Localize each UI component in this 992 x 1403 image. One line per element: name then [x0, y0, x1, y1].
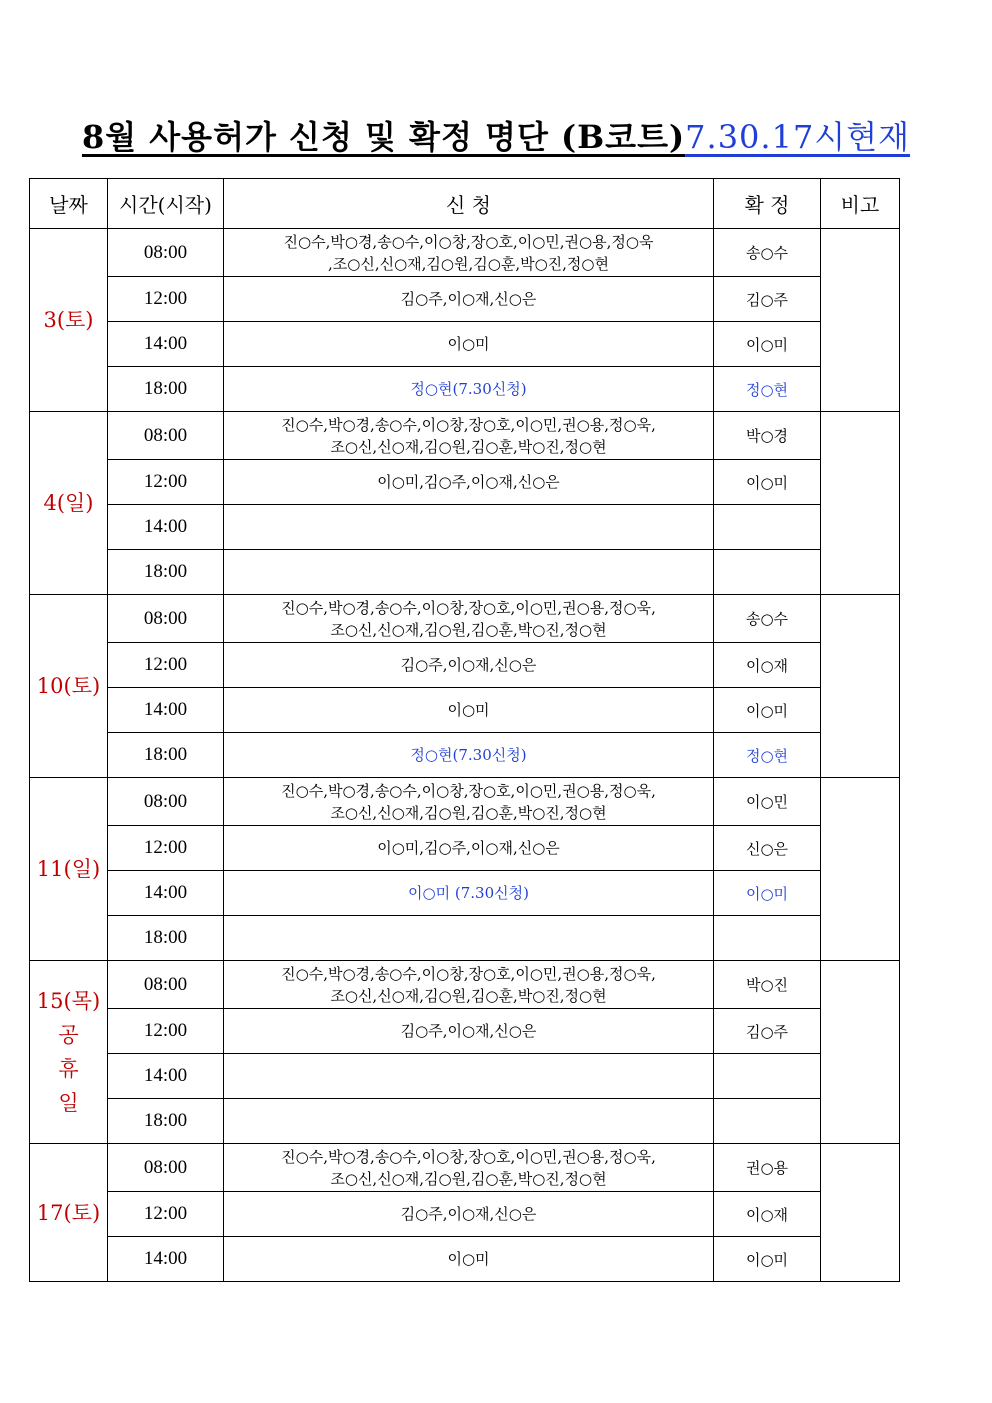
- header-confirm: 확 정: [714, 179, 821, 229]
- note-cell: [821, 229, 900, 412]
- table-row: [30, 1192, 900, 1237]
- table-row: [30, 505, 900, 550]
- confirm-cell: 이○미: [714, 322, 821, 367]
- table-row: [30, 367, 900, 412]
- apply-cell: [224, 871, 714, 916]
- date-label: 10(토): [36, 674, 101, 698]
- table-row: [30, 643, 900, 688]
- title-main: 8월 사용허가 신청 및 확정 명단 (B코트): [81, 118, 686, 156]
- apply-line: 김○주,이○재,신○은: [400, 290, 537, 308]
- time-cell: 12:00: [108, 1192, 224, 1237]
- confirm-cell: 이○미: [714, 688, 821, 733]
- time-cell: 08:00: [108, 1144, 224, 1192]
- apply-line: 진○수,박○경,송○수,이○창,장○호,이○민,권○용,정○욱,: [281, 1147, 656, 1166]
- apply-line: 진○수,박○경,송○수,이○창,장○호,이○민,권○용,정○욱,: [281, 964, 656, 983]
- table-row: [30, 595, 900, 643]
- apply-line: 정○현(7.30신청): [410, 380, 527, 398]
- time-cell: 14:00: [108, 1237, 224, 1282]
- time-cell: 08:00: [108, 229, 224, 277]
- apply-cell: [224, 1054, 714, 1099]
- apply-cell: [224, 733, 714, 778]
- confirm-cell: 이○재: [714, 1192, 821, 1237]
- header-note: 비고: [821, 179, 900, 229]
- confirm-cell: 박○경: [714, 412, 821, 460]
- note-cell: [821, 595, 900, 778]
- apply-cell: [224, 1192, 714, 1237]
- apply-cell: [224, 550, 714, 595]
- confirm-cell: 김○주: [714, 277, 821, 322]
- confirm-cell: 정○현: [714, 733, 821, 778]
- date-label: 4(일): [43, 491, 94, 515]
- apply-line: 이○미,김○주,이○재,신○은: [377, 473, 560, 491]
- apply-line: 조○신,신○재,김○원,김○훈,박○진,정○현: [330, 1169, 607, 1188]
- confirm-cell: 이○미: [714, 871, 821, 916]
- time-cell: 08:00: [108, 595, 224, 643]
- table-row: [30, 322, 900, 367]
- date-label: 17(토): [36, 1200, 101, 1225]
- title-date-note: 7.30.17시현재: [685, 118, 911, 156]
- table-row: [30, 277, 900, 322]
- time-cell: 08:00: [108, 778, 224, 826]
- date-label: 11(일): [36, 857, 101, 881]
- time-cell: 14:00: [108, 505, 224, 550]
- apply-line: 진○수,박○경,송○수,이○창,장○호,이○민,권○용,정○욱,: [281, 781, 656, 800]
- table-row: [30, 1009, 900, 1054]
- apply-cell: [224, 1099, 714, 1144]
- apply-cell: [224, 778, 714, 826]
- time-cell: 18:00: [108, 367, 224, 412]
- table-row: [30, 460, 900, 505]
- confirm-cell: 이○민: [714, 778, 821, 826]
- apply-line: 이○미: [447, 701, 490, 719]
- table-row: [30, 550, 900, 595]
- apply-cell: [224, 916, 714, 961]
- apply-line: 조○신,신○재,김○원,김○훈,박○진,정○현: [330, 986, 607, 1005]
- apply-cell: [224, 1009, 714, 1054]
- time-cell: 14:00: [108, 1054, 224, 1099]
- table-row: [30, 412, 900, 460]
- apply-cell: [224, 322, 714, 367]
- apply-line: 조○신,신○재,김○원,김○훈,박○진,정○현: [330, 803, 607, 822]
- apply-line: 이○미: [447, 1250, 490, 1268]
- apply-line: 이○미 (7.30신청): [408, 884, 529, 902]
- time-cell: 18:00: [108, 1099, 224, 1144]
- date-cell: [30, 1144, 108, 1282]
- apply-line: 조○신,신○재,김○원,김○훈,박○진,정○현: [330, 437, 607, 456]
- apply-cell: [224, 688, 714, 733]
- time-cell: 18:00: [108, 916, 224, 961]
- apply-line: 이○미,김○주,이○재,신○은: [377, 839, 560, 857]
- apply-line: 김○주,이○재,신○은: [400, 1205, 537, 1223]
- time-cell: 08:00: [108, 412, 224, 460]
- table-row: [30, 778, 900, 826]
- date-label: 휴: [58, 1057, 79, 1081]
- table-row: [30, 826, 900, 871]
- confirm-cell: 신○은: [714, 826, 821, 871]
- apply-cell: [224, 643, 714, 688]
- page-title: [0, 112, 992, 158]
- apply-line: 진○수,박○경,송○수,이○창,장○호,이○민,권○용,정○욱,: [281, 415, 656, 434]
- apply-cell: [224, 826, 714, 871]
- table-row: [30, 1054, 900, 1099]
- apply-cell: [224, 229, 714, 277]
- apply-line: 김○주,이○재,신○은: [400, 656, 537, 674]
- apply-line: 진○수,박○경,송○수,이○창,장○호,이○민,권○용,정○욱: [283, 232, 654, 251]
- date-cell: [30, 961, 108, 1144]
- date-cell: [30, 778, 108, 961]
- time-cell: 14:00: [108, 688, 224, 733]
- confirm-cell: 정○현: [714, 367, 821, 412]
- apply-line: 진○수,박○경,송○수,이○창,장○호,이○민,권○용,정○욱,: [281, 598, 656, 617]
- table-row: [30, 1144, 900, 1192]
- apply-cell: [224, 961, 714, 1009]
- confirm-cell: 박○진: [714, 961, 821, 1009]
- time-cell: 14:00: [108, 322, 224, 367]
- note-cell: [821, 412, 900, 595]
- confirm-cell: [714, 505, 821, 550]
- confirm-cell: [714, 916, 821, 961]
- apply-cell: [224, 460, 714, 505]
- table-row: [30, 961, 900, 1009]
- confirm-cell: [714, 1054, 821, 1099]
- confirm-cell: 이○미: [714, 460, 821, 505]
- date-label: 일: [58, 1091, 79, 1115]
- table-row: [30, 1237, 900, 1282]
- note-cell: [821, 778, 900, 961]
- table-row: [30, 733, 900, 778]
- table-row: [30, 916, 900, 961]
- date-cell: [30, 595, 108, 778]
- confirm-cell: [714, 550, 821, 595]
- note-cell: [821, 1144, 900, 1282]
- table-row: [30, 1099, 900, 1144]
- apply-cell: [224, 595, 714, 643]
- time-cell: 14:00: [108, 871, 224, 916]
- apply-cell: [224, 412, 714, 460]
- apply-cell: [224, 1237, 714, 1282]
- time-cell: 12:00: [108, 1009, 224, 1054]
- confirm-cell: 이○미: [714, 1237, 821, 1282]
- apply-line: 조○신,신○재,김○원,김○훈,박○진,정○현: [330, 620, 607, 639]
- confirm-cell: [714, 1099, 821, 1144]
- date-label: 공: [58, 1023, 79, 1047]
- schedule-body: [30, 229, 900, 1282]
- table-row: [30, 871, 900, 916]
- time-cell: 08:00: [108, 961, 224, 1009]
- apply-line: 김○주,이○재,신○은: [400, 1022, 537, 1040]
- time-cell: 18:00: [108, 550, 224, 595]
- confirm-cell: 송○수: [714, 595, 821, 643]
- apply-line: 이○미: [447, 335, 490, 353]
- date-cell: [30, 229, 108, 412]
- apply-cell: [224, 505, 714, 550]
- header-time: 시간(시작): [108, 179, 224, 229]
- apply-cell: [224, 1144, 714, 1192]
- date-label: 3(토): [43, 308, 94, 332]
- confirm-cell: 김○주: [714, 1009, 821, 1054]
- note-cell: [821, 961, 900, 1144]
- table-row: [30, 688, 900, 733]
- apply-cell: [224, 367, 714, 412]
- time-cell: 12:00: [108, 643, 224, 688]
- date-label: 15(목): [36, 989, 101, 1013]
- header-row: [30, 179, 900, 229]
- confirm-cell: 이○재: [714, 643, 821, 688]
- confirm-cell: 권○용: [714, 1144, 821, 1192]
- time-cell: 12:00: [108, 826, 224, 871]
- time-cell: 12:00: [108, 460, 224, 505]
- table-row: [30, 229, 900, 277]
- header-date: 날짜: [30, 179, 108, 229]
- date-cell: [30, 412, 108, 595]
- apply-line: ,조○신,신○재,김○원,김○훈,박○진,정○현: [327, 254, 610, 273]
- apply-line: 정○현(7.30신청): [410, 746, 527, 764]
- confirm-cell: 송○수: [714, 229, 821, 277]
- header-apply: 신 청: [224, 179, 714, 229]
- schedule-table: [29, 178, 900, 1282]
- time-cell: 18:00: [108, 733, 224, 778]
- apply-cell: [224, 277, 714, 322]
- time-cell: 12:00: [108, 277, 224, 322]
